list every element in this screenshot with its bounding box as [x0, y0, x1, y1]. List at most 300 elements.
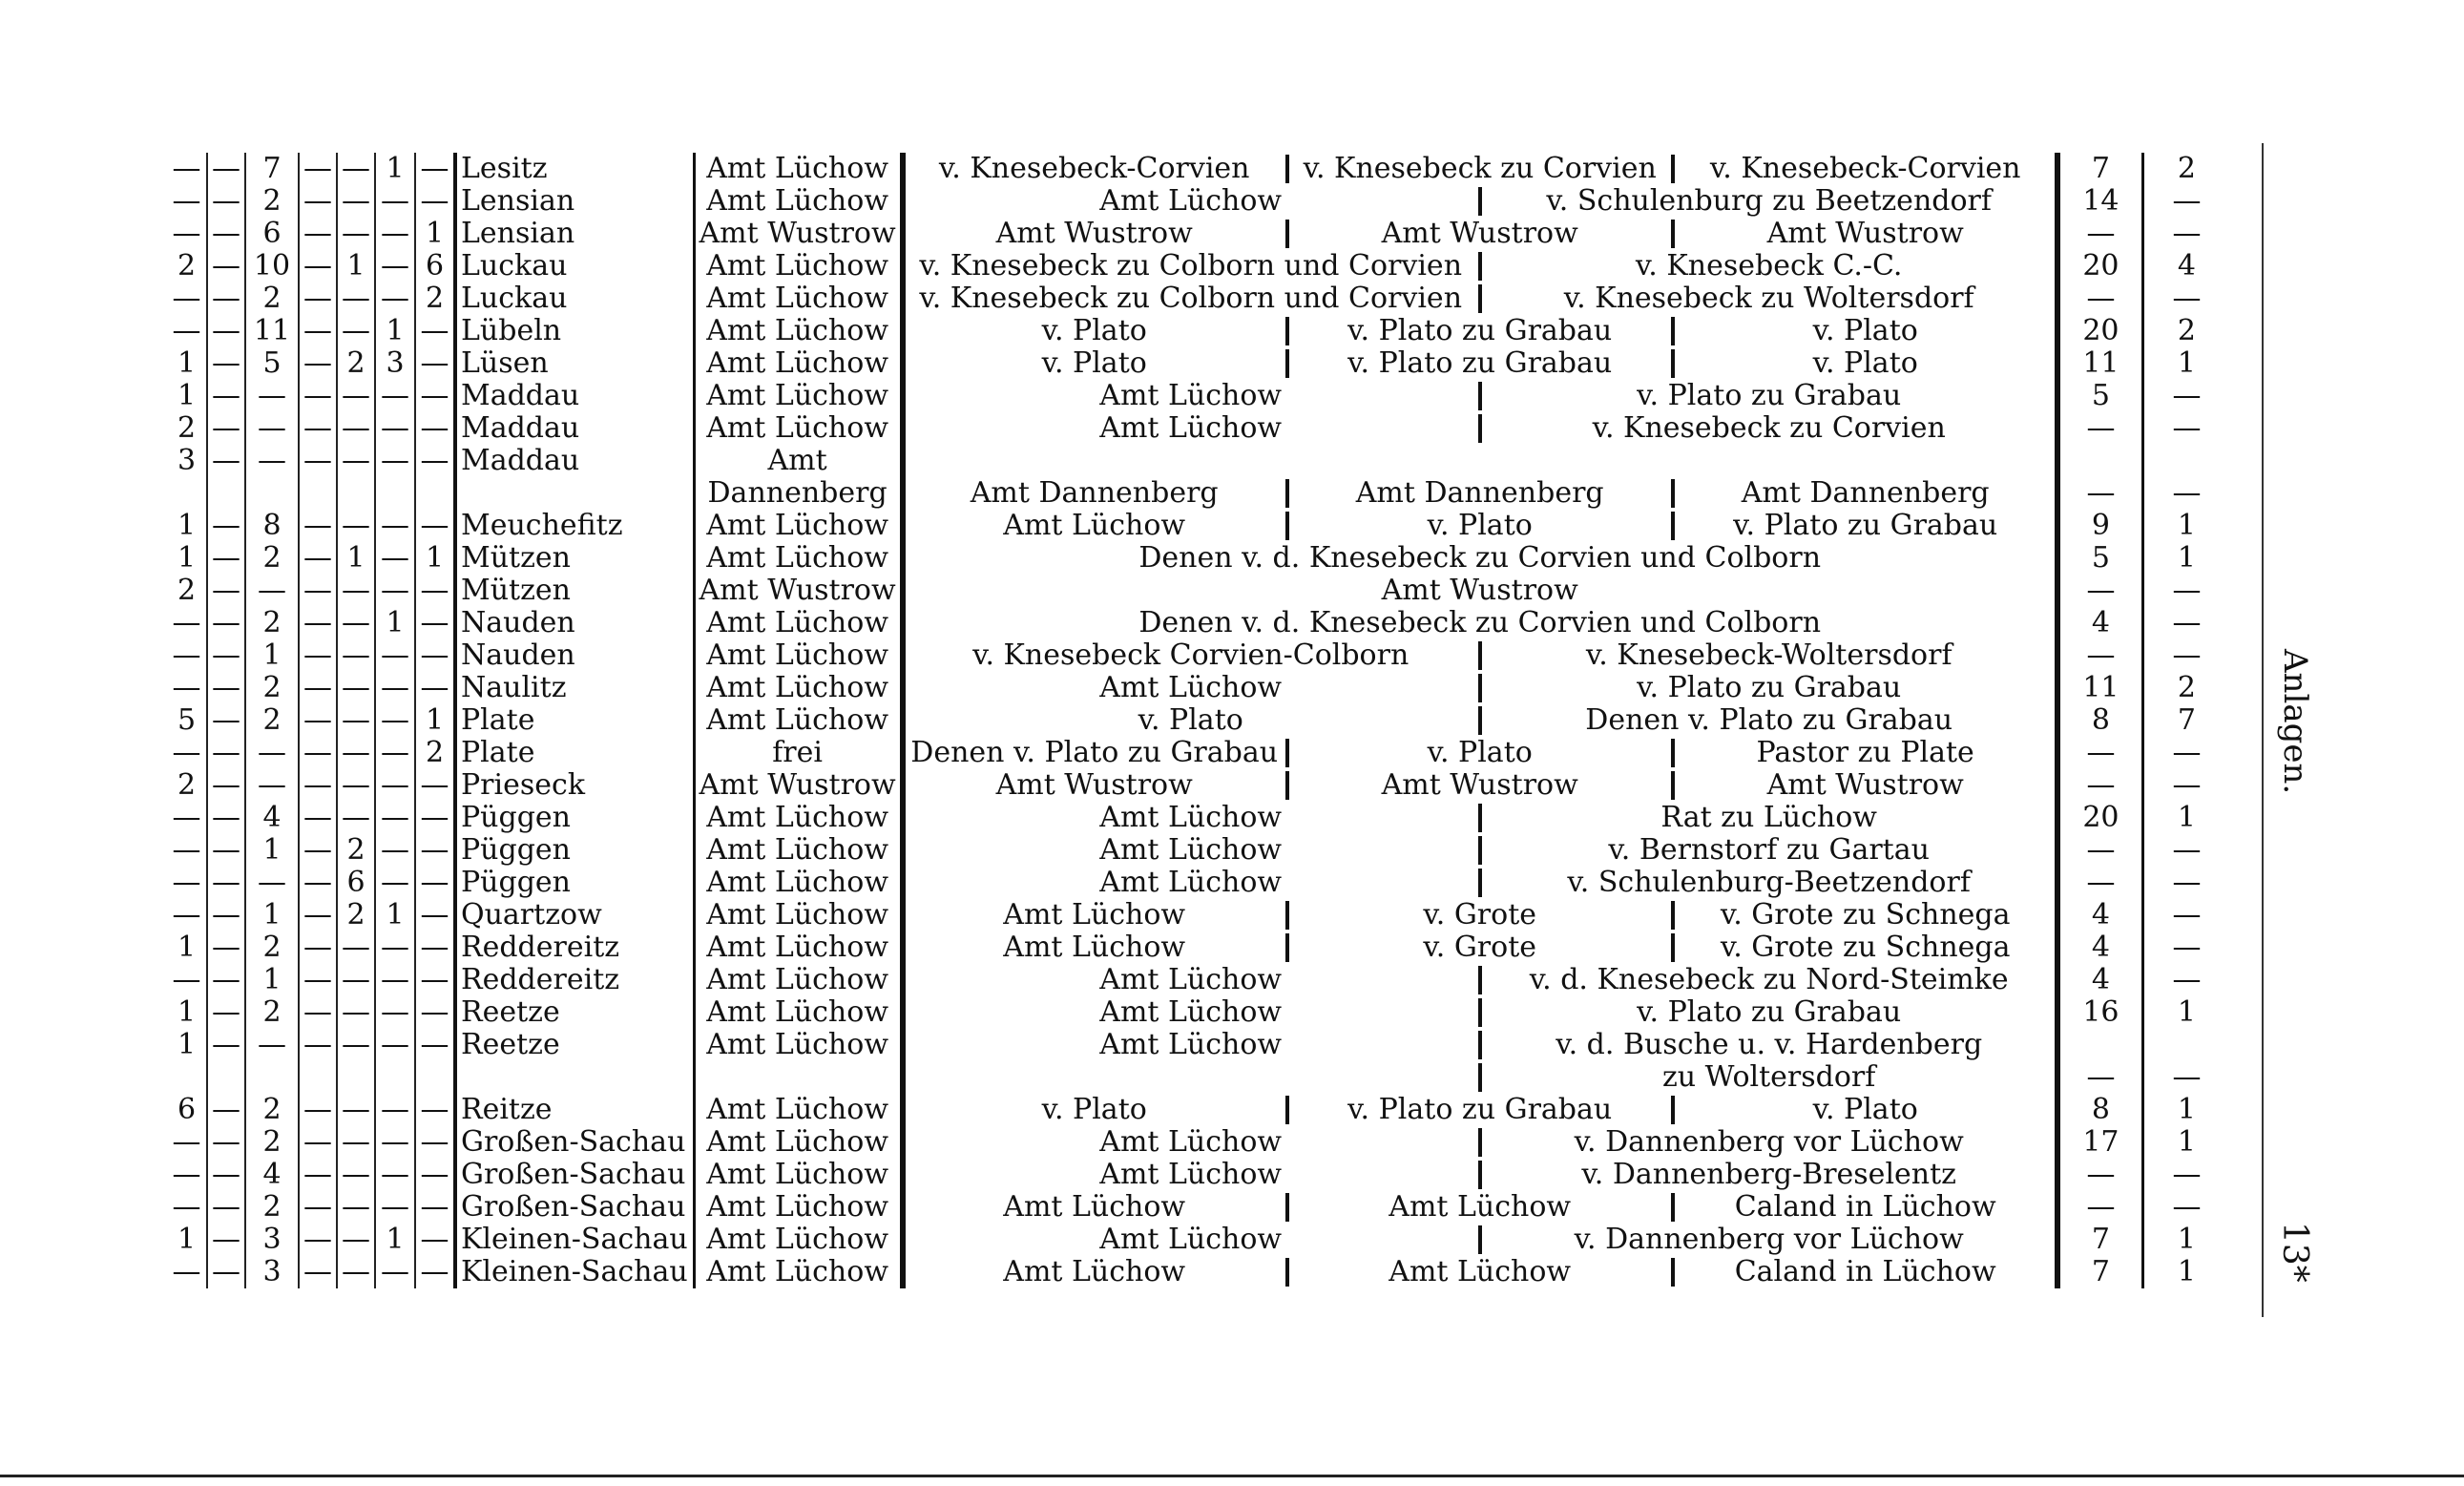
- owner-entry: v. Plato zu Grabau: [1347, 1094, 1613, 1126]
- count-cell: 1: [337, 250, 375, 283]
- owner-entry: Amt Wustrow: [1381, 575, 1578, 607]
- count-cell: —: [375, 218, 415, 250]
- owner-entry: v. Plato zu Grabau: [1733, 510, 1998, 542]
- count-cell: —: [415, 672, 455, 704]
- count-cell: —: [415, 1159, 455, 1191]
- count-cell-right: —: [2172, 639, 2202, 672]
- owners-cell: [903, 1094, 2057, 1126]
- count-cell: 5: [167, 704, 207, 737]
- owner-entry: v. Plato: [1041, 1094, 1147, 1126]
- count-cell: —: [299, 607, 337, 639]
- count-cell: —: [167, 218, 207, 250]
- owner-entry: v. Plato zu Grabau: [1347, 347, 1613, 380]
- jurisdiction-cell: Amt Wustrow: [694, 769, 903, 802]
- count-cell: —: [415, 1029, 455, 1061]
- owner-separator: [1478, 966, 1482, 994]
- count-cell: —: [245, 737, 299, 769]
- count-cell-right: —: [2172, 867, 2202, 899]
- count-cell: —: [207, 1256, 245, 1288]
- place-name: Püggen: [461, 867, 571, 899]
- count-cell: —: [337, 672, 375, 704]
- owner-separator: [1671, 155, 1675, 183]
- owners-cell: [903, 1224, 2057, 1256]
- owner-separator: [1285, 1096, 1289, 1124]
- folio-number: 13*: [2275, 1222, 2314, 1283]
- jurisdiction-cell: Amt Lüchow: [694, 867, 903, 899]
- owners-cell: [903, 1256, 2057, 1288]
- count-cell: —: [167, 834, 207, 867]
- count-cell: 6: [415, 250, 455, 283]
- jurisdiction-cell: Amt Lüchow: [694, 283, 903, 315]
- count-cell: 1: [337, 542, 375, 575]
- owner-separator: [1671, 1258, 1675, 1287]
- owner-entry: Caland in Lüchow: [1734, 1256, 1996, 1288]
- count-cell: —: [207, 218, 245, 250]
- count-cell: 2: [245, 672, 299, 704]
- owner-entry: v. Dannenberg vor Lüchow: [1574, 1126, 1964, 1159]
- owner-entry: v. Grote zu Schnega: [1720, 899, 2011, 931]
- total-cell: —: [2057, 477, 2143, 510]
- count-cell: —: [415, 931, 455, 964]
- place-name: Kleinen-Sachau: [461, 1224, 688, 1256]
- count-cell: 7: [245, 153, 299, 185]
- count-cell: —: [299, 250, 337, 283]
- count-cell: [415, 1061, 455, 1094]
- count-cell: —: [207, 153, 245, 185]
- count-cell: [245, 477, 299, 510]
- place-name: Luckau: [461, 283, 568, 315]
- jurisdiction-cell: Amt Lüchow: [694, 1094, 903, 1126]
- count-cell: —: [167, 964, 207, 996]
- count-cell: [415, 477, 455, 510]
- total-cell: 20: [2057, 802, 2143, 834]
- owner-entry: v. Knesebeck Corvien-Colborn: [972, 639, 1409, 672]
- owner-separator: [1478, 382, 1482, 410]
- count-cell: —: [299, 380, 337, 412]
- count-cell: —: [375, 1029, 415, 1061]
- count-cell: —: [337, 1256, 375, 1288]
- owners-cell: [903, 964, 2057, 996]
- owner-entry: Amt Lüchow: [1389, 1191, 1572, 1224]
- owner-entry: Amt Wustrow: [1766, 218, 1964, 250]
- count-cell: —: [299, 964, 337, 996]
- count-cell: —: [167, 1256, 207, 1288]
- total-cell: [2057, 445, 2143, 477]
- owners-cell: [903, 1191, 2057, 1224]
- count-cell: —: [167, 639, 207, 672]
- count-cell-right: —: [2172, 477, 2202, 510]
- count-cell: 4: [245, 1159, 299, 1191]
- count-cell: 1: [167, 510, 207, 542]
- owner-entry: v. Knesebeck zu Colborn und Corvien: [919, 250, 1463, 283]
- place-name: Lesitz: [461, 153, 548, 185]
- table-row: [167, 380, 2229, 412]
- owners-cell: [903, 899, 2057, 931]
- count-cell: —: [207, 834, 245, 867]
- count-cell: —: [337, 964, 375, 996]
- count-cell: 2: [245, 1191, 299, 1224]
- count-cell-right: —: [2172, 185, 2202, 218]
- owner-entry: v. Knesebeck-Corvien: [1709, 153, 2021, 185]
- owner-separator: [1478, 869, 1482, 897]
- total-cell: 20: [2057, 315, 2143, 347]
- count-cell-right: 1: [2177, 1224, 2196, 1256]
- count-cell: 1: [167, 380, 207, 412]
- owner-separator: [1285, 771, 1289, 800]
- count-cell-right: —: [2172, 607, 2202, 639]
- count-cell: —: [299, 996, 337, 1029]
- place-name: Luckau: [461, 250, 568, 283]
- table-row: [167, 1159, 2229, 1191]
- jurisdiction-cell: Amt Lüchow: [694, 802, 903, 834]
- count-cell: —: [337, 639, 375, 672]
- table-row: [167, 899, 2229, 931]
- count-cell: [207, 1061, 245, 1094]
- count-cell: —: [375, 1094, 415, 1126]
- count-cell: —: [375, 380, 415, 412]
- owners-cell: [903, 218, 2057, 250]
- count-cell: —: [299, 542, 337, 575]
- count-cell: —: [167, 1126, 207, 1159]
- count-cell-right: 4: [2177, 250, 2196, 283]
- owner-entry: Amt Wustrow: [1766, 769, 1964, 802]
- count-cell: —: [299, 1126, 337, 1159]
- count-cell: —: [415, 1256, 455, 1288]
- count-cell: —: [207, 769, 245, 802]
- table-row: [167, 445, 2229, 477]
- count-cell: [299, 1061, 337, 1094]
- table-row: [167, 737, 2229, 769]
- owner-separator: [1478, 836, 1482, 865]
- count-cell: —: [207, 867, 245, 899]
- count-cell: —: [207, 996, 245, 1029]
- owner-entry: v. Plato: [1812, 347, 1918, 380]
- place-name: Lübeln: [461, 315, 562, 347]
- owners-cell: [903, 737, 2057, 769]
- owner-separator: [1671, 771, 1675, 800]
- table-row: [167, 347, 2229, 380]
- count-cell: —: [299, 412, 337, 445]
- owners-cell: [903, 996, 2057, 1029]
- count-cell: —: [299, 899, 337, 931]
- count-cell: —: [337, 315, 375, 347]
- count-cell: 1: [167, 347, 207, 380]
- owner-separator: [1478, 998, 1482, 1027]
- owners-cell: [903, 1029, 2057, 1061]
- count-cell-right: [2143, 445, 2229, 477]
- count-cell: 2: [245, 996, 299, 1029]
- count-cell: 2: [245, 704, 299, 737]
- count-cell: —: [207, 542, 245, 575]
- count-cell: —: [167, 672, 207, 704]
- place-name: Quartzow: [461, 899, 602, 931]
- count-cell: —: [167, 899, 207, 931]
- owners-cell: [903, 315, 2057, 347]
- place-name: Lensian: [461, 185, 575, 218]
- owner-separator: [1478, 1161, 1482, 1189]
- owner-separator: [1671, 512, 1675, 540]
- count-cell: —: [375, 639, 415, 672]
- count-cell: —: [299, 575, 337, 607]
- owner-entry: v. Plato zu Grabau: [1347, 315, 1613, 347]
- count-cell: [207, 477, 245, 510]
- count-cell: 2: [245, 542, 299, 575]
- table-row: [167, 672, 2229, 704]
- count-cell-right: —: [2172, 1159, 2202, 1191]
- count-cell: —: [415, 575, 455, 607]
- count-cell: —: [299, 931, 337, 964]
- count-cell: —: [299, 1191, 337, 1224]
- table-row: [167, 1224, 2229, 1256]
- count-cell: —: [207, 704, 245, 737]
- jurisdiction-cell: Amt: [694, 445, 903, 477]
- table-row: [167, 510, 2229, 542]
- place-name: Mützen: [461, 575, 571, 607]
- owners-cell: [903, 510, 2057, 542]
- owners-cell: [903, 445, 2057, 477]
- count-cell-right: —: [2172, 931, 2202, 964]
- count-cell: 2: [245, 1126, 299, 1159]
- count-cell: —: [167, 607, 207, 639]
- owner-separator: [1285, 155, 1289, 183]
- count-cell: —: [207, 964, 245, 996]
- place-name: [455, 1061, 694, 1094]
- jurisdiction-cell: Amt Lüchow: [694, 510, 903, 542]
- count-cell: —: [375, 1159, 415, 1191]
- count-cell: 1: [245, 964, 299, 996]
- jurisdiction-cell: Amt Lüchow: [694, 1126, 903, 1159]
- place-name: Kleinen-Sachau: [461, 1256, 688, 1288]
- count-cell: —: [207, 315, 245, 347]
- count-cell: —: [415, 769, 455, 802]
- owner-separator: [1478, 1031, 1482, 1059]
- count-cell: —: [207, 185, 245, 218]
- count-cell-right: 1: [2177, 1256, 2196, 1288]
- total-cell: [2057, 1029, 2143, 1061]
- count-cell: 2: [245, 283, 299, 315]
- jurisdiction-cell: Amt Lüchow: [694, 1224, 903, 1256]
- count-cell-right: 1: [2177, 1094, 2196, 1126]
- jurisdiction-cell: Amt Wustrow: [694, 218, 903, 250]
- count-cell: 1: [167, 996, 207, 1029]
- table-row: [167, 769, 2229, 802]
- place-name: Nauden: [461, 639, 575, 672]
- count-cell: —: [415, 639, 455, 672]
- total-cell: —: [2057, 1159, 2143, 1191]
- jurisdiction-cell: Amt Lüchow: [694, 250, 903, 283]
- count-cell-right: [2143, 1029, 2229, 1061]
- total-cell: 7: [2057, 153, 2143, 185]
- owner-entry: v. Schulenburg-Beetzendorf: [1567, 867, 1971, 899]
- count-cell: 2: [167, 250, 207, 283]
- count-cell: —: [415, 380, 455, 412]
- total-cell: 16: [2057, 996, 2143, 1029]
- place-name: Reddereitz: [461, 964, 620, 996]
- place-name: Lüsen: [461, 347, 549, 380]
- count-cell: 8: [245, 510, 299, 542]
- owners-cell: [903, 639, 2057, 672]
- count-cell: —: [207, 283, 245, 315]
- count-cell-right: 2: [2177, 315, 2196, 347]
- jurisdiction-cell: Amt Lüchow: [694, 315, 903, 347]
- owners-cell: [903, 412, 2057, 445]
- count-cell: —: [415, 1094, 455, 1126]
- count-cell: —: [299, 283, 337, 315]
- owner-entry: v. Knesebeck zu Corvien: [1303, 153, 1657, 185]
- owner-separator: [1671, 1096, 1675, 1124]
- owner-entry: Amt Lüchow: [1003, 931, 1186, 964]
- count-cell: —: [299, 445, 337, 477]
- owner-entry: Amt Lüchow: [1003, 510, 1186, 542]
- owner-entry: Amt Lüchow: [1003, 1256, 1186, 1288]
- count-cell: —: [167, 802, 207, 834]
- owners-cell: [903, 185, 2057, 218]
- count-cell: —: [337, 380, 375, 412]
- owner-separator: [1285, 317, 1289, 345]
- count-cell-right: —: [2172, 218, 2202, 250]
- owner-separator: [1285, 479, 1289, 508]
- jurisdiction-cell: Amt Lüchow: [694, 899, 903, 931]
- jurisdiction-cell: Amt Lüchow: [694, 672, 903, 704]
- owner-separator: [1285, 1193, 1289, 1222]
- owner-entry: Denen v. d. Knesebeck zu Corvien und Colborn: [1138, 607, 1822, 639]
- margin-rule: [2262, 143, 2264, 1317]
- owner-entry: v. Plato: [1138, 704, 1243, 737]
- table-row: [167, 607, 2229, 639]
- count-cell: 1: [167, 542, 207, 575]
- owner-entry: Amt Lüchow: [1099, 996, 1283, 1029]
- count-cell: —: [375, 704, 415, 737]
- owner-entry: v. Knesebeck-Corvien: [938, 153, 1250, 185]
- count-cell: —: [375, 996, 415, 1029]
- count-cell-right: —: [2172, 1061, 2202, 1094]
- table-row: [167, 575, 2229, 607]
- owners-cell: [903, 834, 2057, 867]
- count-cell-right: 1: [2177, 542, 2196, 575]
- count-cell: —: [299, 218, 337, 250]
- owners-cell: [903, 867, 2057, 899]
- jurisdiction-cell: Amt Lüchow: [694, 1029, 903, 1061]
- jurisdiction-cell: Amt Lüchow: [694, 185, 903, 218]
- owner-entry: v. Plato: [1427, 737, 1533, 769]
- count-cell: —: [337, 802, 375, 834]
- count-cell: —: [207, 250, 245, 283]
- jurisdiction-cell: Amt Lüchow: [694, 412, 903, 445]
- owner-entry: v. Plato: [1812, 315, 1918, 347]
- count-cell: —: [337, 1029, 375, 1061]
- count-cell: —: [299, 834, 337, 867]
- owner-entry: Amt Lüchow: [1003, 1191, 1186, 1224]
- place-name: Meuchefitz: [461, 510, 623, 542]
- count-cell: —: [167, 283, 207, 315]
- table-row: [167, 542, 2229, 575]
- count-cell: —: [415, 1224, 455, 1256]
- count-cell: —: [299, 639, 337, 672]
- total-cell: —: [2057, 218, 2143, 250]
- count-cell: 1: [245, 834, 299, 867]
- count-cell: —: [337, 575, 375, 607]
- place-name: Reitze: [461, 1094, 553, 1126]
- count-cell: 2: [415, 737, 455, 769]
- count-cell: —: [207, 737, 245, 769]
- jurisdiction-cell: Amt Lüchow: [694, 834, 903, 867]
- count-cell: 1: [245, 639, 299, 672]
- count-cell: —: [375, 1126, 415, 1159]
- count-cell: —: [415, 1126, 455, 1159]
- count-cell: —: [337, 996, 375, 1029]
- jurisdiction-cell: Amt Lüchow: [694, 153, 903, 185]
- count-cell: 1: [375, 153, 415, 185]
- count-cell: —: [375, 510, 415, 542]
- total-cell: —: [2057, 737, 2143, 769]
- owner-entry: v. Plato zu Grabau: [1637, 380, 1902, 412]
- total-cell: 4: [2057, 931, 2143, 964]
- owner-separator: [1671, 933, 1675, 962]
- jurisdiction-cell: Amt Lüchow: [694, 931, 903, 964]
- table-row: [167, 283, 2229, 315]
- count-cell: 6: [167, 1094, 207, 1126]
- bottom-rule: [0, 1475, 2464, 1477]
- owner-entry: v. Plato: [1427, 510, 1533, 542]
- owner-entry: Amt Dannenberg: [1741, 477, 1990, 510]
- owner-separator: [1671, 901, 1675, 930]
- owner-entry: Amt Lüchow: [1099, 834, 1283, 867]
- owners-cell: [903, 1061, 2057, 1094]
- count-cell: —: [207, 445, 245, 477]
- owner-separator: [1671, 349, 1675, 378]
- owner-entry: v. Dannenberg-Breselentz: [1581, 1159, 1956, 1191]
- owner-separator: [1671, 317, 1675, 345]
- count-cell: —: [415, 1191, 455, 1224]
- count-cell: —: [245, 380, 299, 412]
- owner-separator: [1285, 933, 1289, 962]
- count-cell: —: [245, 769, 299, 802]
- owners-cell: [903, 802, 2057, 834]
- count-cell: —: [207, 1159, 245, 1191]
- count-cell: —: [415, 347, 455, 380]
- count-cell: —: [207, 347, 245, 380]
- owner-entry: v. Plato: [1041, 347, 1147, 380]
- place-name: Püggen: [461, 802, 571, 834]
- owner-separator: [1285, 1258, 1289, 1287]
- count-cell-right: —: [2172, 769, 2202, 802]
- count-cell-right: —: [2172, 964, 2202, 996]
- jurisdiction-cell: Amt Lüchow: [694, 380, 903, 412]
- table-body: [167, 153, 2229, 1288]
- count-cell: —: [415, 802, 455, 834]
- count-cell-right: —: [2172, 1191, 2202, 1224]
- place-name: Reddereitz: [461, 931, 620, 964]
- count-cell: 2: [337, 834, 375, 867]
- count-cell: [337, 1061, 375, 1094]
- count-cell: 2: [167, 575, 207, 607]
- table-row: [167, 1256, 2229, 1288]
- count-cell: —: [375, 185, 415, 218]
- owner-entry: Amt Wustrow: [995, 769, 1193, 802]
- owner-entry: v. Bernstorf zu Gartau: [1608, 834, 1930, 867]
- total-cell: 4: [2057, 607, 2143, 639]
- owner-entry: Amt Wustrow: [995, 218, 1193, 250]
- count-cell: —: [299, 347, 337, 380]
- total-cell: 9: [2057, 510, 2143, 542]
- owner-separator: [1285, 220, 1289, 248]
- count-cell: —: [299, 867, 337, 899]
- table-row: [167, 931, 2229, 964]
- owners-cell: [903, 542, 2057, 575]
- count-cell-right: —: [2172, 283, 2202, 315]
- owner-separator: [1478, 1225, 1482, 1254]
- count-cell-right: —: [2172, 412, 2202, 445]
